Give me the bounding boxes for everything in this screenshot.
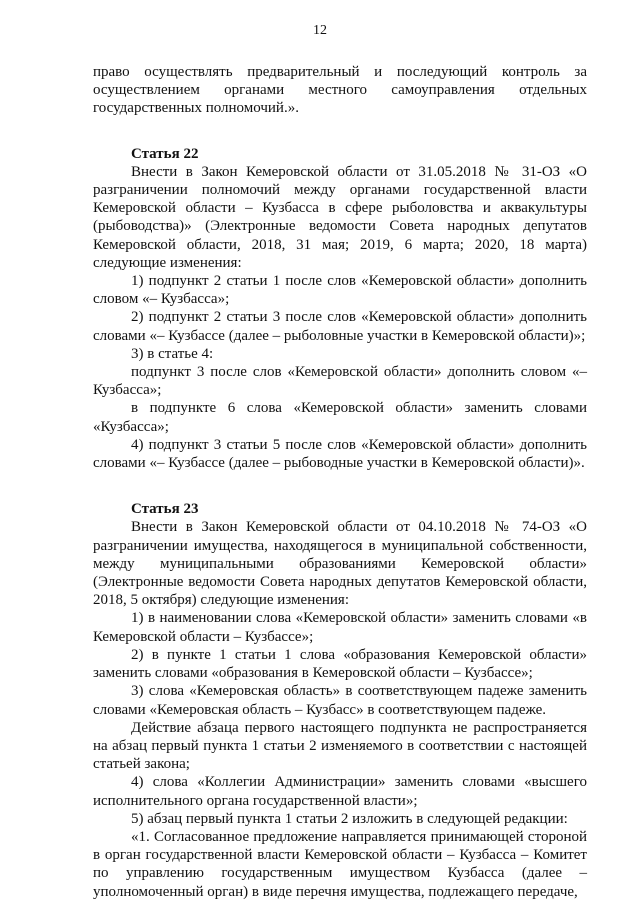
article-23-paragraph: Внести в Закон Кемеровской области от 04.10.2018 № 74-ОЗ «О разграничении имущества, находящегося в муниципальной собственности, между муниципальными образованиями Кемеровской области» (Электронные ведомости Совета народных депутатов Кемеровской области, 2018, 5 октября) следующие изменения: <box>93 519 587 609</box>
article-22-paragraph: 4) подпункт 3 статьи 5 после слов «Кемеровской области» дополнить словами «– Кузбассе (далее – рыбоводные участки в Кемеровской области)». <box>93 436 587 472</box>
page-number: 12 <box>313 23 327 38</box>
article-22-title: Статья 22 <box>131 145 199 162</box>
document-body <box>93 63 587 901</box>
article-22-paragraph: Внести в Закон Кемеровской области от 31.05.2018 № 31-ОЗ «О разграничении полномочий между органами государственной власти Кемеровской области – Кузбасса в сфере рыболовства и аквакультуры (рыбоводства)» (Электронные ведомости Совета народных депутатов Кемеровской области, 2018, 31 мая; 2019, 6 марта; 2020, 18 марта) следующие изменения: <box>93 163 587 271</box>
article-23-paragraph: 1) в наименовании слова «Кемеровской области» заменить словами «в Кемеровской области – Кузбассе»; <box>93 610 587 645</box>
article-23 <box>93 500 587 900</box>
article-22-paragraph: в подпункте 6 слова «Кемеровской области» заменить словами «Кузбасса»; <box>93 400 587 435</box>
article-22-paragraph: 3) в статье 4: <box>131 345 214 362</box>
article-23-paragraph: 4) слова «Коллегии Администрации» заменить словами «высшего исполнительного органа государственной власти»; <box>93 774 587 809</box>
article-22-paragraph: 1) подпункт 2 статьи 1 после слов «Кемеровской области» дополнить словом «– Кузбасса»; <box>93 273 587 308</box>
article-23-paragraph: «1. Согласованное предложение направляется принимающей стороной в орган государственной власти Кемеровской области – Кузбасса – Комитет по управлению государственным имуществом Кузбасса (далее – уполномоченный орган) в виде перечня имущества, подлежащего передаче, <box>93 828 587 900</box>
article-22-paragraph: подпункт 3 после слов «Кемеровской области» дополнить словом «– Кузбасса»; <box>93 364 587 399</box>
article-23-paragraph: Действие абзаца первого настоящего подпункта не распространяется на абзац первый пункта 1 статьи 2 изменяемого в соответствии с настоящей статьей закона; <box>93 719 587 773</box>
article-23-paragraph: 5) абзац первый пункта 1 статьи 2 изложить в следующей редакции: <box>131 810 568 827</box>
article-23-paragraph: 3) слова «Кемеровская область» в соответствующем падеже заменить словами «Кемеровская область – Кузбасс» в соответствующем падеже. <box>93 683 587 718</box>
intro-paragraph: право осуществлять предварительный и последующий контроль за осуществлением органами местного самоуправления отдельных государственных полномочий.». <box>93 64 587 117</box>
article-22 <box>93 145 587 473</box>
article-22-paragraph: 2) подпункт 2 статьи 3 после слов «Кемеровской области» дополнить словами «– Кузбассе (далее – рыболовные участки в Кемеровской области)»; <box>93 309 587 344</box>
article-23-paragraph: 2) в пункте 1 статьи 1 слова «образования Кемеровской области» заменить словами «образования в Кемеровской области – Кузбассе»; <box>93 646 587 682</box>
article-23-title: Статья 23 <box>131 501 199 518</box>
